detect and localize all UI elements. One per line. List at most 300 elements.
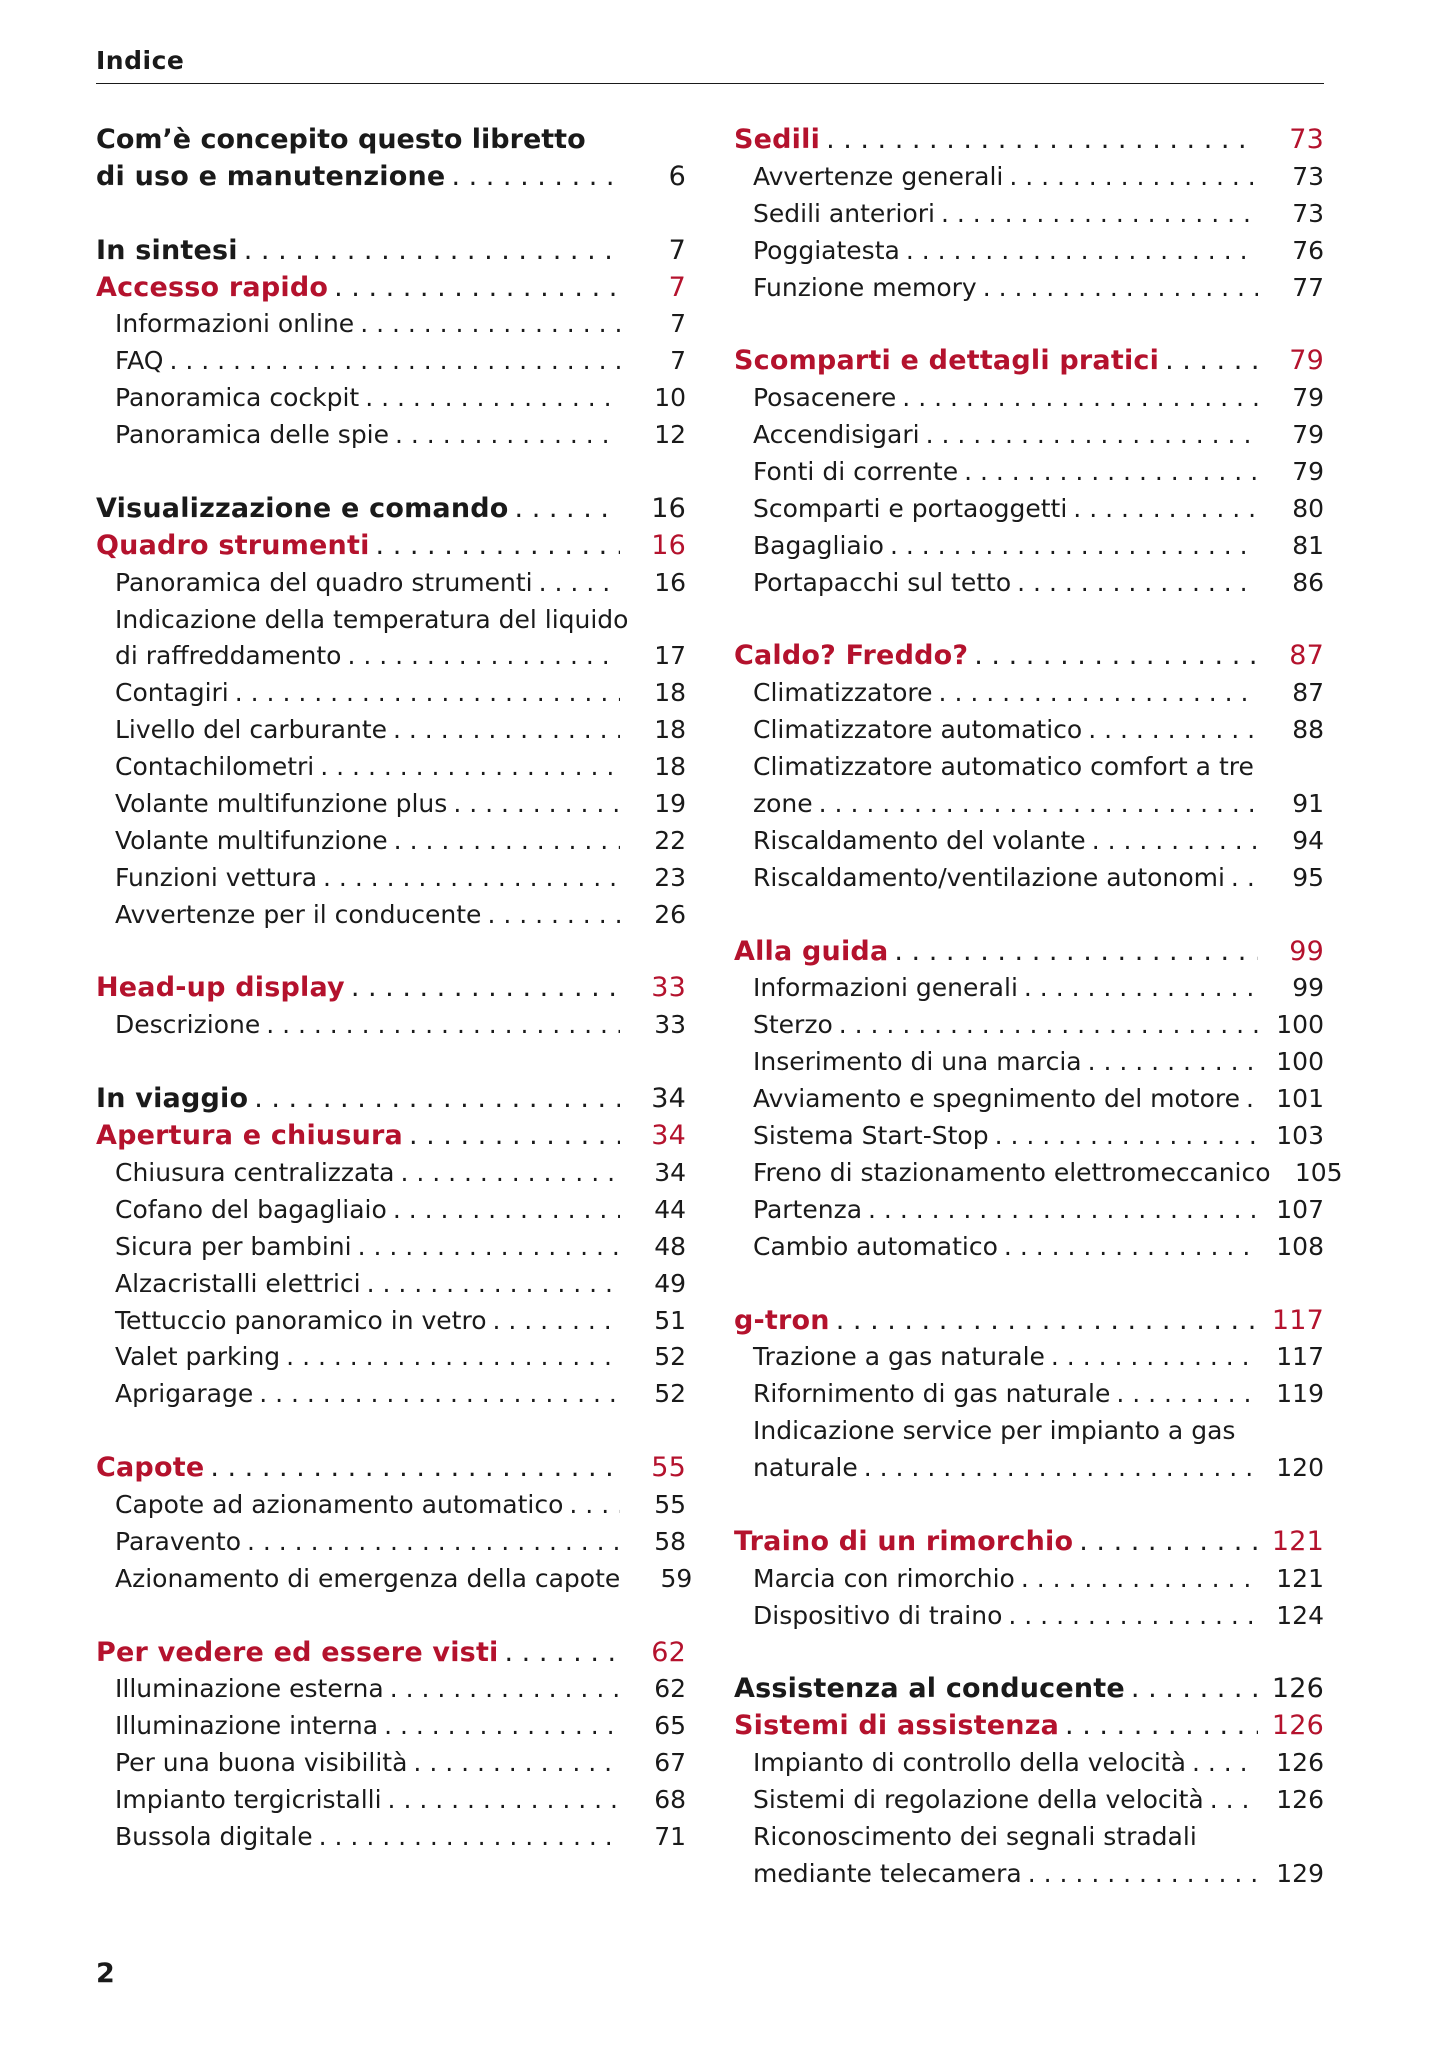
toc-entry[interactable] bbox=[734, 1044, 1324, 1081]
toc-entry[interactable] bbox=[96, 749, 686, 786]
leader-dots bbox=[393, 1192, 620, 1229]
leader-dots bbox=[1092, 823, 1258, 860]
toc-entry[interactable] bbox=[96, 786, 686, 823]
toc-page-number: 101 bbox=[1276, 1084, 1324, 1114]
toc-section-title: Quadro strumenti bbox=[96, 529, 370, 561]
toc-page-number: 16 bbox=[651, 529, 686, 561]
toc-entry-title-line: Climatizzatore automatico comfort a tre bbox=[753, 752, 1254, 782]
leader-dots bbox=[864, 1450, 1258, 1487]
toc-section[interactable] bbox=[734, 122, 1324, 159]
toc-page-number: 79 bbox=[1292, 457, 1324, 487]
leader-dots bbox=[388, 1782, 620, 1819]
leader-dots bbox=[826, 122, 1258, 159]
leader-dots bbox=[394, 823, 620, 860]
toc-entry-title: Funzioni vettura bbox=[115, 862, 318, 892]
toc-page-number: 71 bbox=[654, 1821, 686, 1851]
toc-page-number: 22 bbox=[654, 825, 686, 855]
toc-entry[interactable] bbox=[96, 1524, 686, 1561]
toc-entry[interactable] bbox=[734, 380, 1324, 417]
leader-dots bbox=[266, 1007, 620, 1044]
toc-section[interactable] bbox=[734, 343, 1324, 380]
toc-page-number: 95 bbox=[1292, 862, 1324, 892]
leader-dots bbox=[906, 233, 1258, 270]
leader-dots bbox=[1231, 860, 1258, 897]
toc-page-number: 79 bbox=[1292, 420, 1324, 450]
toc-entry[interactable] bbox=[734, 675, 1324, 712]
toc-page-number: 91 bbox=[1292, 789, 1324, 819]
leader-dots bbox=[360, 306, 620, 343]
toc-page-number: 126 bbox=[1276, 1748, 1324, 1778]
toc-section-title: Sistemi di assistenza bbox=[734, 1710, 1060, 1742]
toc-page-number: 87 bbox=[1289, 640, 1324, 672]
toc-page-number: 120 bbox=[1276, 1453, 1324, 1483]
leader-dots bbox=[515, 491, 620, 528]
leader-dots bbox=[319, 1819, 620, 1856]
leader-dots bbox=[1192, 1745, 1258, 1782]
toc-entry-title: Panoramica del quadro strumenti bbox=[115, 567, 533, 597]
toc-section-title: Traino di un rimorchio bbox=[734, 1525, 1074, 1557]
toc-section[interactable] bbox=[96, 970, 686, 1007]
leader-dots bbox=[983, 270, 1258, 307]
toc-entry[interactable] bbox=[734, 1229, 1324, 1266]
toc-section[interactable] bbox=[734, 934, 1324, 971]
leader-dots bbox=[390, 1671, 620, 1708]
toc-entry-title: Sterzo bbox=[753, 1010, 833, 1040]
toc-entry[interactable] bbox=[96, 417, 686, 454]
toc-page-number: 16 bbox=[654, 567, 686, 597]
toc-entry[interactable] bbox=[96, 1745, 686, 1782]
toc-entry[interactable] bbox=[96, 1192, 686, 1229]
leader-dots bbox=[839, 1007, 1258, 1044]
toc-entry[interactable] bbox=[96, 1782, 686, 1819]
toc-page-number: 34 bbox=[651, 1083, 686, 1115]
leader-dots bbox=[1009, 159, 1258, 196]
toc-page-number: 117 bbox=[1276, 1342, 1324, 1372]
leader-dots bbox=[1088, 712, 1258, 749]
toc-section-title: Head-up display bbox=[96, 972, 345, 1004]
toc-entry-title: Impianto tergicristalli bbox=[115, 1785, 382, 1815]
toc-entry-title: Posacenere bbox=[753, 383, 897, 413]
toc-entry-title: Informazioni generali bbox=[753, 973, 1018, 1003]
toc-entry-title: Avvertenze generali bbox=[753, 161, 1004, 191]
toc-page-number: 94 bbox=[1292, 825, 1324, 855]
toc-page-number: 86 bbox=[1292, 567, 1324, 597]
toc-entry[interactable] bbox=[734, 823, 1324, 860]
leader-dots bbox=[819, 786, 1258, 823]
toc-entry[interactable] bbox=[96, 1007, 686, 1044]
toc-entry-title: Rifornimento di gas naturale bbox=[753, 1379, 1111, 1409]
page-header bbox=[96, 46, 1324, 84]
toc-entry-title-line: Indicazione della temperatura del liquido bbox=[115, 604, 629, 634]
toc-entry-title: Contachilometri bbox=[115, 752, 315, 782]
toc-entry[interactable] bbox=[96, 860, 686, 897]
leader-dots bbox=[1028, 1856, 1258, 1893]
leader-dots bbox=[1210, 1782, 1258, 1819]
toc-entry-title: Sicura per bambini bbox=[115, 1231, 352, 1261]
toc-page-number: 59 bbox=[660, 1563, 693, 1593]
leader-dots bbox=[413, 1745, 620, 1782]
toc-entry[interactable] bbox=[734, 1856, 1324, 1893]
leader-dots bbox=[1165, 343, 1258, 380]
toc-entry-title: Climatizzatore automatico bbox=[753, 715, 1083, 745]
leader-dots bbox=[1116, 1376, 1258, 1413]
toc-page-number: 10 bbox=[654, 383, 686, 413]
toc-entry[interactable] bbox=[96, 1229, 686, 1266]
toc-entry[interactable] bbox=[734, 970, 1324, 1007]
toc-page-number: 105 bbox=[1294, 1157, 1343, 1187]
toc-page-number: 19 bbox=[654, 789, 686, 819]
toc-entry[interactable] bbox=[734, 786, 1324, 823]
toc-entry[interactable] bbox=[734, 1561, 1324, 1598]
toc-entry-title: Azionamento di emergenza della capote bbox=[115, 1563, 621, 1593]
toc-section[interactable] bbox=[96, 270, 686, 307]
toc-chapter-title: In sintesi bbox=[96, 234, 238, 266]
toc-page-number: 26 bbox=[654, 899, 686, 929]
toc-page-number: 17 bbox=[654, 641, 686, 671]
leader-dots bbox=[1004, 1229, 1258, 1266]
toc-entry[interactable] bbox=[734, 1598, 1324, 1635]
leader-dots bbox=[868, 1192, 1258, 1229]
leader-dots bbox=[254, 1081, 620, 1118]
toc-entry[interactable] bbox=[734, 1376, 1324, 1413]
leader-dots bbox=[400, 1155, 620, 1192]
leader-dots bbox=[320, 749, 620, 786]
toc-section[interactable] bbox=[734, 1524, 1324, 1561]
toc-entry[interactable] bbox=[734, 454, 1324, 491]
toc-entry[interactable] bbox=[734, 1782, 1324, 1819]
toc-entry-title: Funzione memory bbox=[753, 272, 977, 302]
leader-dots bbox=[1024, 970, 1258, 1007]
toc-entry-title: mediante telecamera bbox=[753, 1858, 1022, 1888]
toc-page-number: 18 bbox=[654, 715, 686, 745]
toc-page-number: 88 bbox=[1292, 715, 1324, 745]
toc-page-number: 107 bbox=[1276, 1194, 1324, 1224]
leader-dots bbox=[492, 1303, 620, 1340]
toc-section-title: g-tron bbox=[734, 1304, 830, 1336]
toc-page-number: 49 bbox=[654, 1268, 686, 1298]
toc-entry-title: Cambio automatico bbox=[753, 1231, 998, 1261]
toc-entry[interactable] bbox=[734, 860, 1324, 897]
leader-dots bbox=[939, 675, 1258, 712]
leader-dots bbox=[1079, 1524, 1258, 1561]
toc-page-number: 33 bbox=[651, 972, 686, 1004]
leader-dots bbox=[941, 196, 1258, 233]
toc-entry[interactable] bbox=[96, 159, 686, 196]
toc-entry[interactable] bbox=[734, 417, 1324, 454]
toc-entry-title: Illuminazione interna bbox=[115, 1711, 379, 1741]
toc-entry[interactable] bbox=[96, 565, 686, 602]
leader-dots bbox=[1017, 565, 1258, 602]
toc-entry-title: Dispositivo di traino bbox=[753, 1600, 1003, 1630]
toc-entry-title: Paravento bbox=[115, 1526, 241, 1556]
toc-section[interactable] bbox=[734, 638, 1324, 675]
leader-dots bbox=[351, 970, 620, 1007]
toc-entry[interactable] bbox=[96, 1819, 686, 1856]
toc-entry[interactable] bbox=[734, 1450, 1324, 1487]
leader-dots bbox=[365, 380, 620, 417]
leader-dots bbox=[902, 380, 1258, 417]
toc-entry-title: Sistemi di regolazione della velocità bbox=[753, 1785, 1204, 1815]
toc-entry[interactable] bbox=[96, 1266, 686, 1303]
leader-dots bbox=[505, 1635, 620, 1672]
toc-chapter-title: In viaggio bbox=[96, 1083, 249, 1115]
toc-page-number: 7 bbox=[668, 234, 686, 266]
toc-page-number: 100 bbox=[1276, 1047, 1324, 1077]
toc-entry-title: Sedili anteriori bbox=[753, 198, 935, 228]
toc-section[interactable] bbox=[96, 1635, 686, 1672]
toc-page-number: 126 bbox=[1276, 1785, 1324, 1815]
leader-dots bbox=[453, 786, 620, 823]
toc-page-number: 99 bbox=[1292, 973, 1324, 1003]
toc-entry-title: Chiusura centralizzata bbox=[115, 1157, 395, 1187]
toc-entry[interactable] bbox=[734, 1192, 1324, 1229]
toc-entry[interactable] bbox=[96, 343, 686, 380]
toc-entry[interactable] bbox=[96, 823, 686, 860]
toc-section[interactable] bbox=[96, 1450, 686, 1487]
toc-entry[interactable] bbox=[96, 897, 686, 934]
toc-section-title: Sedili bbox=[734, 124, 821, 155]
toc-section-title: Alla guida bbox=[734, 935, 889, 967]
toc-page-number: 87 bbox=[1292, 678, 1324, 708]
toc-section[interactable] bbox=[96, 1118, 686, 1155]
page-number: 2 bbox=[96, 1958, 115, 1989]
toc-entry-title: Volante multifunzione plus bbox=[115, 789, 448, 819]
toc-page-number: 48 bbox=[654, 1231, 686, 1261]
toc-entry-title: Avvertenze per il conducente bbox=[115, 899, 482, 929]
toc-entry[interactable] bbox=[96, 1339, 686, 1376]
leader-dots bbox=[169, 343, 620, 380]
toc-chapter-title: Assistenza al conducente bbox=[734, 1673, 1125, 1705]
toc-entry-title: Alzacristalli elettrici bbox=[115, 1268, 361, 1298]
leader-dots bbox=[1065, 1708, 1258, 1745]
toc-section-title: Accesso rapido bbox=[96, 271, 329, 303]
toc-entry[interactable] bbox=[734, 159, 1324, 196]
toc-entry-title: Panoramica cockpit bbox=[115, 383, 360, 413]
toc-page-number: 51 bbox=[654, 1305, 686, 1335]
leader-dots bbox=[1131, 1671, 1258, 1708]
leader-dots bbox=[487, 897, 620, 934]
toc-entry-title: Contagiri bbox=[115, 678, 229, 708]
leader-dots bbox=[247, 1524, 620, 1561]
leader-dots bbox=[244, 233, 620, 270]
toc-page-number: 119 bbox=[1276, 1379, 1324, 1409]
toc-entry-title: Scomparti e portaoggetti bbox=[753, 493, 1068, 523]
toc-entry[interactable] bbox=[734, 270, 1324, 307]
toc-entry-title-line: Indicazione service per impianto a gas bbox=[753, 1416, 1236, 1446]
leader-dots bbox=[451, 159, 620, 196]
toc-page-number: 79 bbox=[1289, 345, 1324, 377]
leader-dots bbox=[235, 675, 620, 712]
toc-entry[interactable] bbox=[96, 712, 686, 749]
leader-dots bbox=[334, 270, 620, 307]
toc-page-number: 100 bbox=[1276, 1010, 1324, 1040]
toc-page-number: 126 bbox=[1271, 1710, 1324, 1742]
leader-dots bbox=[210, 1450, 620, 1487]
toc-page-number: 124 bbox=[1276, 1600, 1324, 1630]
toc-page-number: 77 bbox=[1292, 272, 1324, 302]
toc-entry[interactable] bbox=[96, 1376, 686, 1413]
toc-entry-title: Capote ad azionamento automatico bbox=[115, 1489, 564, 1519]
toc-chapter[interactable] bbox=[96, 1081, 686, 1118]
leader-dots bbox=[395, 417, 620, 454]
toc-entry[interactable] bbox=[96, 306, 686, 343]
toc-section[interactable] bbox=[734, 1303, 1324, 1340]
leader-dots bbox=[1073, 491, 1258, 528]
leader-dots bbox=[974, 638, 1258, 675]
toc-page-number: 65 bbox=[654, 1711, 686, 1741]
toc-entry-title: zone bbox=[753, 789, 813, 819]
toc-entry[interactable] bbox=[734, 565, 1324, 602]
leader-dots bbox=[539, 565, 620, 602]
toc-entry-title: Inserimento di una marcia bbox=[753, 1047, 1082, 1077]
toc-page-number: 62 bbox=[654, 1674, 686, 1704]
toc-page-number: 79 bbox=[1292, 383, 1324, 413]
toc-page-number: 81 bbox=[1292, 530, 1324, 560]
toc-entry-title-line: Riconoscimento dei segnali stradali bbox=[753, 1821, 1197, 1851]
toc-page-number: 58 bbox=[654, 1526, 686, 1556]
leader-dots bbox=[347, 638, 620, 675]
toc-entry-title: Trazione a gas naturale bbox=[753, 1342, 1045, 1372]
toc-entry-title: Cofano del bagagliaio bbox=[115, 1194, 387, 1224]
toc-entry[interactable] bbox=[734, 1007, 1324, 1044]
toc-entry[interactable] bbox=[96, 380, 686, 417]
toc-entry-title: Livello del carburante bbox=[115, 715, 388, 745]
toc-page-number: 52 bbox=[654, 1342, 686, 1372]
toc-entry[interactable] bbox=[734, 233, 1324, 270]
toc-entry-title: Accendisigari bbox=[753, 420, 920, 450]
toc-entry[interactable] bbox=[734, 1339, 1324, 1376]
toc-page-number: 7 bbox=[668, 271, 686, 303]
toc-entry-title: Aprigarage bbox=[115, 1379, 254, 1409]
toc-page-number: 34 bbox=[651, 1120, 686, 1152]
toc-page-number: 34 bbox=[654, 1157, 686, 1187]
toc-entry-title: Per una buona visibilità bbox=[115, 1748, 408, 1778]
toc-entry-title: Panoramica delle spie bbox=[115, 420, 390, 450]
toc-page-number: 23 bbox=[654, 862, 686, 892]
toc-chapter[interactable] bbox=[734, 1671, 1324, 1708]
toc-entry[interactable] bbox=[96, 1487, 686, 1524]
toc-entry-title: Impianto di controllo della velocità bbox=[753, 1748, 1186, 1778]
toc-entry-title: Valet parking bbox=[115, 1342, 281, 1372]
toc-page-number: 52 bbox=[654, 1379, 686, 1409]
toc-entry[interactable] bbox=[734, 196, 1324, 233]
toc-entry-title: Descrizione bbox=[115, 1010, 261, 1040]
toc-entry[interactable] bbox=[96, 1303, 686, 1340]
toc-entry[interactable] bbox=[734, 528, 1324, 565]
toc-page-number: 68 bbox=[654, 1785, 686, 1815]
toc-page-number: 129 bbox=[1276, 1858, 1324, 1888]
toc-entry[interactable] bbox=[96, 638, 686, 675]
toc-entry-title: Partenza bbox=[753, 1194, 863, 1224]
leader-dots bbox=[890, 528, 1258, 565]
toc-chapter[interactable] bbox=[96, 233, 686, 270]
toc-page-number: 67 bbox=[654, 1748, 686, 1778]
toc-section[interactable] bbox=[734, 1708, 1324, 1745]
leader-dots bbox=[926, 417, 1258, 454]
toc-page-number: 44 bbox=[654, 1194, 686, 1224]
toc-page-number: 73 bbox=[1292, 198, 1324, 228]
leader-dots bbox=[1051, 1339, 1258, 1376]
toc-page-number: 117 bbox=[1271, 1304, 1324, 1336]
toc-entry-title: FAQ bbox=[115, 346, 164, 376]
toc-entry-title: Bussola digitale bbox=[115, 1821, 313, 1851]
leader-dots bbox=[409, 1118, 620, 1155]
toc-page-number: 80 bbox=[1292, 493, 1324, 523]
toc-entry[interactable] bbox=[96, 675, 686, 712]
toc-right-column bbox=[734, 122, 1343, 1893]
toc-entry[interactable] bbox=[96, 1671, 686, 1708]
toc-entry-title: Informazioni online bbox=[115, 309, 355, 339]
toc-entry[interactable] bbox=[96, 1561, 693, 1598]
toc-entry[interactable] bbox=[734, 1118, 1324, 1155]
toc-page-number: 55 bbox=[651, 1452, 686, 1484]
leader-dots bbox=[286, 1339, 620, 1376]
toc-chapter-title: Visualizzazione e comando bbox=[96, 492, 509, 524]
toc-entry-title: Tettuccio panoramico in vetro bbox=[115, 1305, 487, 1335]
toc-page-number: 18 bbox=[654, 752, 686, 782]
toc-page-number: 99 bbox=[1289, 935, 1324, 967]
toc-entry-title: di raffreddamento bbox=[115, 641, 342, 671]
toc-chapter[interactable] bbox=[96, 491, 686, 528]
toc-section-title: Apertura e chiusura bbox=[96, 1120, 403, 1152]
toc-entry-title: naturale bbox=[753, 1453, 858, 1483]
toc-entry-title: Bagagliaio bbox=[753, 530, 884, 560]
leader-dots bbox=[995, 1118, 1258, 1155]
toc-entry[interactable] bbox=[96, 1708, 686, 1745]
toc-entry-title: Avviamento e spegnimento del motore bbox=[753, 1084, 1240, 1114]
toc-entry-title: Portapacchi sul tetto bbox=[753, 567, 1012, 597]
leader-dots bbox=[836, 1303, 1258, 1340]
toc-section[interactable] bbox=[96, 528, 686, 565]
toc-entry-title: Volante multifunzione bbox=[115, 825, 388, 855]
toc-entry-title: Illuminazione esterna bbox=[115, 1674, 384, 1704]
toc-entry[interactable] bbox=[734, 491, 1324, 528]
toc-page-number: 103 bbox=[1276, 1121, 1324, 1151]
toc-section-title: Capote bbox=[96, 1452, 205, 1484]
toc-page-number: 7 bbox=[670, 309, 686, 339]
toc-entry[interactable] bbox=[734, 1155, 1343, 1192]
toc-entry[interactable] bbox=[96, 1155, 686, 1192]
leader-dots bbox=[569, 1487, 620, 1524]
leader-dots bbox=[259, 1376, 620, 1413]
toc-entry-title: Climatizzatore bbox=[753, 678, 933, 708]
toc-page-number: 16 bbox=[651, 492, 686, 524]
toc-entry-title: Marcia con rimorchio bbox=[753, 1563, 1015, 1593]
toc-page-number: 73 bbox=[1289, 124, 1324, 155]
toc-page-number: 7 bbox=[670, 346, 686, 376]
leader-dots bbox=[358, 1229, 620, 1266]
leader-dots bbox=[894, 934, 1258, 971]
toc-page-number: 62 bbox=[651, 1636, 686, 1668]
toc-page-number: 6 bbox=[668, 160, 686, 192]
toc-entry-title: di uso e manutenzione bbox=[96, 160, 446, 192]
leader-dots bbox=[1021, 1561, 1258, 1598]
toc-page-number: 73 bbox=[1292, 161, 1324, 191]
toc-entry-title: Freno di stazionamento elettromeccanico bbox=[753, 1157, 1271, 1187]
toc-entry[interactable] bbox=[734, 712, 1324, 749]
toc-page-number: 76 bbox=[1292, 235, 1324, 265]
toc-page-number: 108 bbox=[1276, 1231, 1324, 1261]
toc-page-number: 126 bbox=[1271, 1673, 1324, 1705]
toc-entry[interactable] bbox=[734, 1081, 1324, 1118]
toc-page-number: 12 bbox=[654, 420, 686, 450]
leader-dots bbox=[964, 454, 1258, 491]
leader-dots bbox=[1088, 1044, 1258, 1081]
leader-dots bbox=[1246, 1081, 1258, 1118]
toc-entry[interactable] bbox=[734, 1745, 1324, 1782]
leader-dots bbox=[323, 860, 620, 897]
leader-dots bbox=[1008, 1598, 1258, 1635]
